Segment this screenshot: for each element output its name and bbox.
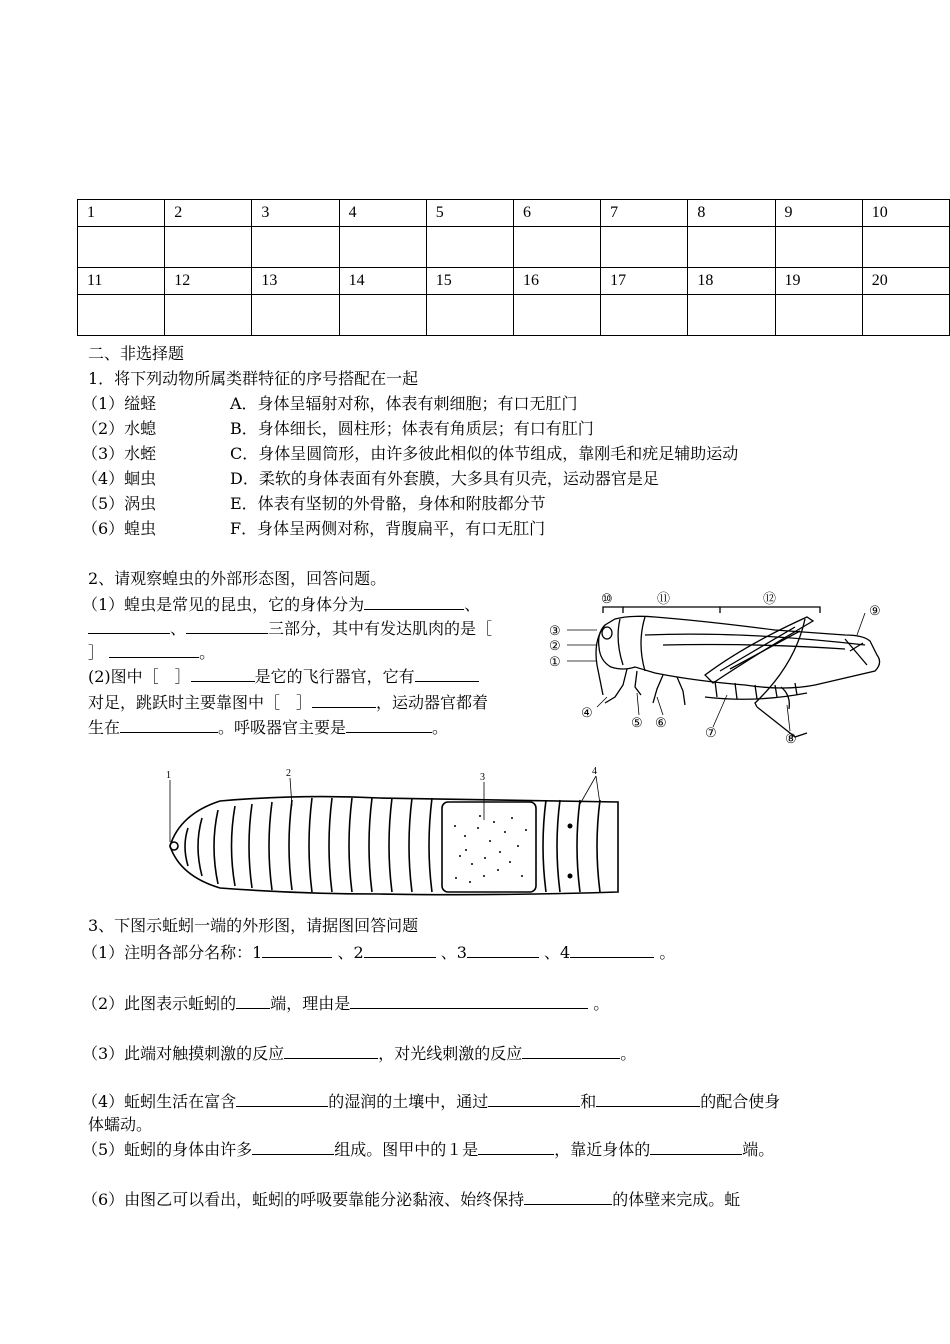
answer-cell[interactable] bbox=[513, 295, 600, 336]
blank-line[interactable] bbox=[364, 943, 436, 958]
feature: B．身体细长，圆柱形；体表有角质层；有口有肛门 bbox=[230, 419, 594, 438]
text: （6）由图乙可以看出，蚯蚓的呼吸要靠能分泌黏液、始终保持 bbox=[82, 1190, 525, 1209]
grasshopper-diagram bbox=[545, 585, 900, 770]
answer-table bbox=[77, 199, 950, 336]
blank-line[interactable] bbox=[522, 1044, 620, 1059]
table-cell: 14 bbox=[339, 268, 426, 295]
animal: （6）蝗虫 bbox=[82, 519, 157, 538]
q3-line: 体蠕动。 bbox=[88, 1115, 153, 1134]
text: （3）此端对触摸刺激的反应 bbox=[82, 1044, 285, 1063]
answer-cell[interactable] bbox=[165, 227, 252, 268]
animal: （1）缢蛏 bbox=[82, 394, 157, 413]
blank-line[interactable] bbox=[570, 943, 654, 958]
feature: A．身体呈辐射对称，体表有刺细胞；有口无肛门 bbox=[230, 394, 578, 413]
text: 是它的飞行器官，它有 bbox=[254, 667, 415, 686]
text: ，靠近身体的 bbox=[554, 1140, 651, 1159]
animal: （5）涡虫 bbox=[82, 494, 157, 513]
label-4: ④ bbox=[581, 705, 593, 720]
blank-line[interactable] bbox=[120, 718, 218, 733]
blank-line[interactable] bbox=[415, 667, 479, 682]
text: ］ bbox=[88, 643, 105, 662]
table-cell: 5 bbox=[426, 200, 513, 227]
feature: F．身体呈两侧对称，背腹扁平，有口无肛门 bbox=[230, 519, 546, 538]
blank-line[interactable] bbox=[650, 1140, 742, 1155]
answer-cell[interactable] bbox=[513, 227, 600, 268]
q2-line bbox=[88, 692, 488, 714]
label-8: ⑧ bbox=[785, 731, 797, 746]
text: 端。 bbox=[742, 1140, 775, 1159]
q1-row bbox=[82, 493, 546, 515]
label-1: ① bbox=[549, 654, 561, 669]
text: 。 bbox=[620, 1044, 637, 1063]
blank-line[interactable] bbox=[312, 693, 376, 708]
q3-line bbox=[82, 993, 609, 1015]
text: 对足，跳跃时主要靠图中［ ］ bbox=[88, 693, 313, 712]
text: 组成。图甲中的１是 bbox=[334, 1140, 479, 1159]
q2-title: 2、请观察蝗虫的外部形态图，回答问题。 bbox=[88, 569, 387, 588]
text: （1）注明各部分名称：1 bbox=[82, 943, 263, 962]
label-12: ⑫ bbox=[763, 591, 777, 606]
q1-row bbox=[82, 418, 594, 440]
blank-line[interactable] bbox=[186, 619, 268, 634]
table-cell: 2 bbox=[165, 200, 252, 227]
answer-cell[interactable] bbox=[775, 227, 862, 268]
text: 、 bbox=[170, 619, 187, 638]
q3-line bbox=[82, 1139, 774, 1161]
blank-line[interactable] bbox=[364, 595, 464, 610]
feature: E．体表有坚韧的外骨骼，身体和附肢都分节 bbox=[230, 494, 546, 513]
answer-cell[interactable] bbox=[688, 295, 775, 336]
animal: （4）蛔虫 bbox=[82, 469, 157, 488]
feature: C．身体呈圆筒形，由许多彼此相似的体节组成，靠刚毛和疣足辅助运动 bbox=[230, 444, 739, 463]
text: (2)图中［ ］ bbox=[88, 667, 191, 686]
label-9: ⑨ bbox=[869, 603, 881, 618]
table-cell: 16 bbox=[513, 268, 600, 295]
text: 的湿润的土壤中，通过 bbox=[328, 1092, 489, 1111]
animal: （3）水蛭 bbox=[82, 444, 157, 463]
answer-cell[interactable] bbox=[601, 295, 688, 336]
answer-cell[interactable] bbox=[426, 295, 513, 336]
answer-cell[interactable] bbox=[78, 295, 165, 336]
blank-line[interactable] bbox=[488, 1092, 580, 1107]
text: 、 bbox=[464, 595, 481, 614]
label-11: ⑪ bbox=[657, 591, 671, 606]
q2-line bbox=[88, 717, 448, 739]
blank-line[interactable] bbox=[191, 667, 255, 682]
label-5: ⑤ bbox=[631, 715, 643, 730]
text: ，运动器官都着 bbox=[376, 693, 489, 712]
table-row bbox=[78, 200, 950, 227]
blank-line[interactable] bbox=[467, 943, 539, 958]
q3-title: 3、下图示蚯蚓一端的外形图，请据图回答问题 bbox=[88, 916, 419, 935]
blank-line[interactable] bbox=[350, 994, 588, 1009]
text: 。 bbox=[199, 643, 216, 662]
label-2: ② bbox=[549, 638, 561, 653]
table-cell: 7 bbox=[601, 200, 688, 227]
table-cell: 12 bbox=[165, 268, 252, 295]
text: ，对光线刺激的反应 bbox=[378, 1044, 523, 1063]
q1-row bbox=[82, 393, 578, 415]
worm-label-4: 4 bbox=[592, 766, 597, 777]
answer-cell[interactable] bbox=[339, 227, 426, 268]
answer-cell[interactable] bbox=[252, 295, 339, 336]
answer-cell[interactable] bbox=[426, 227, 513, 268]
worm-label-2: 2 bbox=[286, 768, 291, 779]
answer-cell[interactable] bbox=[862, 227, 949, 268]
text: 和 bbox=[580, 1092, 597, 1111]
table-cell: 17 bbox=[601, 268, 688, 295]
table-cell: 19 bbox=[775, 268, 862, 295]
blank-line[interactable] bbox=[262, 943, 332, 958]
text: 的体壁来完成。蚯 bbox=[612, 1190, 741, 1209]
answer-cell[interactable] bbox=[775, 295, 862, 336]
table-row bbox=[78, 268, 950, 295]
q1-row bbox=[82, 468, 659, 490]
text: （2）此图表示蚯蚓的 bbox=[82, 994, 237, 1013]
blank-line[interactable] bbox=[252, 1140, 334, 1155]
table-cell: 4 bbox=[339, 200, 426, 227]
q1-row bbox=[82, 443, 738, 465]
table-cell: 20 bbox=[862, 268, 949, 295]
table-cell: 10 bbox=[862, 200, 949, 227]
table-cell: 1 bbox=[78, 200, 165, 227]
blank-line[interactable] bbox=[346, 718, 432, 733]
animal: （2）水螅 bbox=[82, 419, 157, 438]
q2-line bbox=[88, 642, 215, 664]
text: （1）蝗虫是常见的昆虫，它的身体分为 bbox=[82, 595, 365, 614]
q3-line bbox=[82, 1189, 740, 1211]
q3-line bbox=[82, 1043, 636, 1065]
blank-line[interactable] bbox=[109, 643, 199, 658]
text: 。呼吸器官主要是 bbox=[218, 718, 347, 737]
text: 、2 bbox=[337, 943, 364, 962]
answer-cell[interactable] bbox=[78, 227, 165, 268]
table-cell: 9 bbox=[775, 200, 862, 227]
table-row bbox=[78, 295, 950, 336]
text: 。 bbox=[432, 718, 449, 737]
table-row bbox=[78, 227, 950, 268]
q2-line bbox=[88, 666, 479, 688]
label-6: ⑥ bbox=[655, 715, 667, 730]
label-10: ⑩ bbox=[601, 591, 613, 606]
answer-cell[interactable] bbox=[165, 295, 252, 336]
table-cell: 11 bbox=[78, 268, 165, 295]
answer-cell[interactable] bbox=[601, 227, 688, 268]
feature: D．柔软的身体表面有外套膜，大多具有贝壳，运动器官是足 bbox=[230, 469, 659, 488]
q2-line bbox=[82, 594, 480, 616]
q3-line bbox=[82, 1091, 780, 1113]
text: 、4 bbox=[544, 943, 571, 962]
text: （5）蚯蚓的身体由许多 bbox=[82, 1140, 253, 1159]
table-cell: 6 bbox=[513, 200, 600, 227]
text: 的配合使身 bbox=[700, 1092, 781, 1111]
blank-line[interactable] bbox=[284, 1044, 378, 1059]
label-7: ⑦ bbox=[705, 725, 717, 740]
q2-line bbox=[88, 618, 492, 640]
table-cell: 13 bbox=[252, 268, 339, 295]
worm-label-3: 3 bbox=[480, 772, 485, 783]
text: 生在 bbox=[88, 718, 121, 737]
text: 端，理由是 bbox=[270, 994, 351, 1013]
q1-title: 1．将下列动物所属类群特征的序号搭配在一起 bbox=[88, 369, 419, 388]
answer-cell[interactable] bbox=[688, 227, 775, 268]
blank-line[interactable] bbox=[236, 994, 270, 1009]
text: 。 bbox=[659, 943, 676, 962]
blank-line[interactable] bbox=[524, 1190, 612, 1205]
table-cell: 18 bbox=[688, 268, 775, 295]
text: 三部分，其中有发达肌肉的是［ bbox=[268, 619, 493, 638]
answer-cell[interactable] bbox=[862, 295, 949, 336]
q3-line bbox=[82, 942, 675, 964]
q1-row bbox=[82, 518, 545, 540]
table-cell: 8 bbox=[688, 200, 775, 227]
blank-line[interactable] bbox=[478, 1140, 554, 1155]
answer-cell[interactable] bbox=[252, 227, 339, 268]
table-cell: 15 bbox=[426, 268, 513, 295]
blank-line[interactable] bbox=[596, 1092, 700, 1107]
section-title: 二、非选择题 bbox=[88, 344, 185, 363]
earthworm-diagram bbox=[160, 766, 630, 906]
text: 、3 bbox=[440, 943, 467, 962]
text: （4）蚯蚓生活在富含 bbox=[82, 1092, 237, 1111]
worm-label-1: 1 bbox=[166, 770, 171, 781]
text: 。 bbox=[593, 994, 610, 1013]
blank-line[interactable] bbox=[88, 619, 170, 634]
label-3: ③ bbox=[549, 623, 561, 638]
blank-line[interactable] bbox=[236, 1092, 328, 1107]
table-cell: 3 bbox=[252, 200, 339, 227]
answer-cell[interactable] bbox=[339, 295, 426, 336]
